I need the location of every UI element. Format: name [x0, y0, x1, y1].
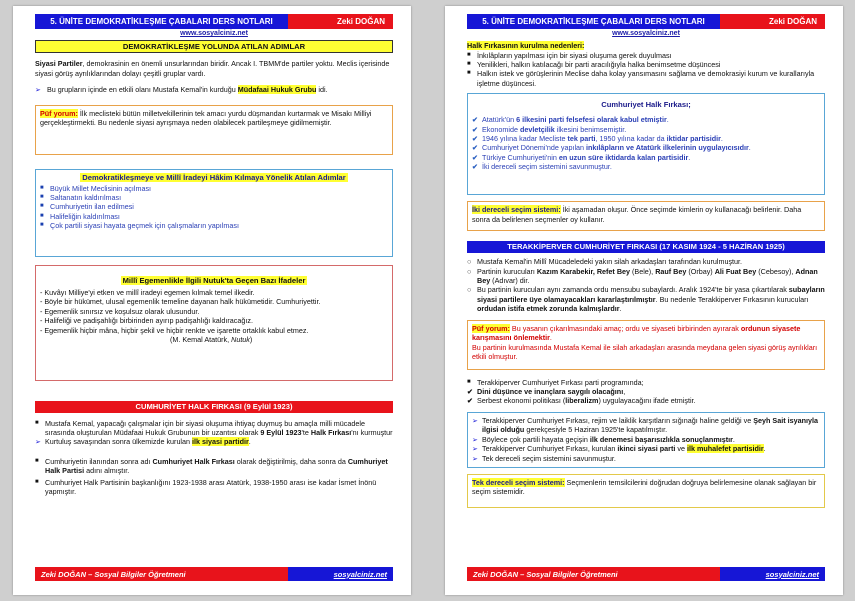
check-icon: ✔ — [467, 396, 474, 406]
list-item: ■ Yenilikleri, halkın katılacağı bir parti aracılığıyla halka benimsetme düşüncesi — [467, 59, 721, 69]
page-header — [35, 14, 393, 29]
tip-box: Püf yorum: İlk meclisteki bütün milletvekillerinin tek amacı yurdu düşmandan kurtarmak ve Misakı Milliyi gerçekleştirmekti. Bu nedenle siyasi ayrışmaya neden olabilecek partileşmeye gidilmemiştir. — [35, 105, 393, 155]
closure-list — [472, 416, 820, 463]
chp-title: CUMHURİYET HALK FIRKASI (9 Eylül 1923) — [35, 401, 393, 413]
nutuk-line: - Egemenlik sınırsız ve koşulsuz olarak ulusundur. — [40, 306, 200, 316]
list-item: ○ Mustafa Kemal'in Millî Mücadeledeki yakın silah arkadaşları tarafından kurulmuştur. — [467, 257, 743, 267]
square-bullet-icon: ■ — [35, 457, 39, 464]
list-item: ■ Cumhuriyet Halk Partisinin başkanlığını 1923-1938 arası Atatürk, 1938-1950 arası ise kadar İsmet İnönü yapmıştır. — [35, 477, 377, 496]
list-item: ■ Cumhuriyetin ilan edilmesi — [40, 202, 134, 212]
site-link[interactable]: www.sosyalciniz.net — [180, 30, 248, 37]
nutuk-line: - Böyle bir hükümet, ulusal egemenlik temeline dayanan halk hükümetidir. Cumhuriyettir. — [40, 297, 321, 306]
square-bullet-icon: ■ — [467, 60, 471, 67]
square-bullet-icon: ■ — [467, 70, 471, 77]
list-item: ➢ Tek dereceli seçim sistemini savunmuştur. — [472, 453, 616, 463]
list-item: ■ Halkın istek ve görüşlerinin Meclise daha kolay yansımasını sağlama ve demokrasiyi kurum ve kurallarıyla işletme düşüncesi. — [467, 69, 815, 88]
tcf-list — [467, 257, 825, 313]
single-stage-box: Tek dereceli seçim sistemi: Seçmenlerin temsilcilerini doğrudan doğruya belirlemesine olanak sağlayan bir seçim sistemidir. — [467, 474, 825, 508]
check-icon: ✔ — [472, 124, 479, 134]
tip-box: Püf yorum: Bu yasanın çıkarılmasındaki amaç; ordu ve siyaseti birbirinden ayırarak ordunun siyasete karışmasını önlemektir. Bu partinin kurulmasında Mustafa Kemal ile silah arkadaşları arasında meydana gelen siyasi görüş ayrılıkları etkili olmuştur. — [467, 320, 825, 370]
check-icon: ✔ — [472, 133, 479, 143]
chf-box — [467, 93, 825, 195]
square-bullet-icon: ■ — [40, 212, 44, 219]
right-page — [445, 6, 843, 595]
program-lead: ■ Terakkiperver Cumhuriyet Fırkası parti programında; — [467, 377, 644, 387]
list-item: ✔ Cumhuriyet Dönemi'nde yapılan inkılâpların ve Atatürk ilkelerinin uygulayıcısıdır. — [472, 143, 751, 153]
left-page — [13, 6, 411, 595]
footer-site-link[interactable]: sosyalciniz.net — [288, 567, 393, 581]
footer-name: Zeki DOĞAN – Sosyal Bilgiler Öğretmeni — [467, 567, 720, 581]
closure-box — [467, 412, 825, 468]
list-item: ■ Halifeliğin kaldırılması — [40, 211, 120, 221]
arrow-icon: ➢ — [35, 437, 42, 447]
square-bullet-icon: ■ — [40, 193, 44, 200]
list-item: ➢ Terakkiperver Cumhuriyet Fırkası, kurulan ikinci siyasi parti ve ilk muhalefet partisidir. — [472, 444, 766, 454]
section-title: DEMOKRATİKLEŞME YOLUNDA ATILAN ADIMLAR — [35, 40, 393, 53]
list-item: ■ Mustafa Kemal, yapacağı çalışmalar için bir siyasi oluşuma ihtiyaç duymuş bu amaçla milli mücadele sırasında oluşturulan Müdafaai Hukuk Grubunun bir uzantısı olarak 9 Eylül 1923'te Halk Fırkası'nı kurmuştur — [35, 418, 393, 437]
list-item: ✔ 1946 yılına kadar Mecliste tek parti, 1950 yılına kadar da iktidar partisidir. — [472, 133, 723, 143]
square-bullet-icon: ■ — [40, 184, 44, 191]
square-bullet-icon: ■ — [35, 478, 39, 485]
footer-site-link[interactable]: sosyalciniz.net — [720, 567, 825, 581]
chf-title: Cumhuriyet Halk Fırkası; — [601, 100, 691, 110]
steps-box — [35, 169, 393, 257]
nutuk-line: - Egemenlik hiçbir mâna, hiçbir şekil ve hiçbir renkte ve işarette ortaklık kabul etmez. — [40, 325, 309, 335]
tcf-title: TERAKKİPERVER CUMHURİYET FIRKASI (17 KASIM 1924 - 5 HAZİRAN 1925) — [467, 241, 825, 253]
check-icon: ✔ — [472, 143, 479, 153]
chp-list — [35, 419, 393, 497]
list-item: ■ Saltanatın kaldırılması — [40, 192, 122, 202]
chf-list — [472, 115, 820, 171]
arrow-icon: ➢ — [35, 85, 42, 94]
nutuk-line: - Kuvâyı Milliye'yi etken ve millî iradeyi egemen kılmak temel ilkedir. — [40, 287, 255, 297]
two-stage-box: İki dereceli seçim sistemi: İki aşamadan oluşur. Önce seçimde kimlerin oy kullanacağı belirlenir. Daha sonra da belirlenen seçmenler oy kullanır. — [467, 201, 825, 231]
arrow-icon: ➢ — [472, 415, 479, 425]
reasons-title: Halk Fırkasının kurulma nedenleri: — [467, 41, 585, 50]
list-item: ■ İnkılâpların yapılması için bir siyasi oluşuma gerek duyulması — [467, 50, 672, 60]
list-item: ✔ İki dereceli seçim sistemini savunmuştur. — [472, 162, 612, 172]
list-item: ✔ Ekonomide devletçilik ilkesini benimsemiştir. — [472, 124, 627, 134]
header-title: 5. ÜNİTE DEMOKRATİKLEŞME ÇABALARI DERS NOTLARI — [467, 14, 720, 29]
square-bullet-icon: ■ — [35, 419, 39, 426]
list-item: ✔ Atatürk'ün 6 ilkesini parti felsefesi olarak kabul etmiştir. — [472, 115, 669, 125]
nutuk-attribution: (M. Kemal Atatürk, Nutuk) — [170, 335, 253, 344]
square-bullet-icon: ■ — [467, 51, 471, 58]
program-list — [467, 387, 825, 406]
reasons-list — [467, 51, 825, 89]
check-icon: ✔ — [472, 162, 479, 172]
list-item: ■ Büyük Millet Meclisinin açılması — [40, 183, 152, 193]
arrow-icon: ➢ — [472, 444, 479, 454]
circle-bullet-icon: ○ — [467, 257, 472, 267]
list-item: ✔ Türkiye Cumhuriyeti'nin en uzun süre iktidarda kalan partisidir. — [472, 152, 691, 162]
square-bullet-icon: ■ — [40, 203, 44, 210]
list-item: ○ Partinin kurucuları Kazım Karabekir, Refet Bey (Bele), Rauf Bey (Orbay) Ali Fuat Bey (Cebesoy), Adnan Bey (Adıvar) dir. — [467, 266, 818, 285]
page-footer — [35, 567, 393, 581]
check-icon: ✔ — [472, 115, 479, 125]
footer-name: Zeki DOĞAN – Sosyal Bilgiler Öğretmeni — [35, 567, 288, 581]
header-author: Zeki DOĞAN — [288, 14, 393, 29]
group-note: ➢ Bu grupların içinde en etkili olanı Mustafa Kemal'in kurduğu Müdafaai Hukuk Grubu idi. — [35, 85, 328, 94]
arrow-icon: ➢ — [472, 453, 479, 463]
steps-title: Demokratikleşmeye ve Millî İradeyi Hâkim Kılmaya Yönelik Atılan Adımlar — [82, 172, 346, 182]
circle-bullet-icon: ○ — [467, 285, 472, 295]
tip-label: Püf yorum: — [40, 108, 78, 118]
list-item: ■ Çok partili siyasi hayata geçmek için çalışmaların yapılması — [40, 221, 239, 231]
nutuk-line: - Halifeliği ve padişahlığı birbirinden ayırıp padişahlığı kaldıracağız. — [40, 316, 253, 325]
list-item: ○ Bu partinin kurucuları aynı zamanda ordu mensubu subaylardı. Aralık 1924'te bir yasa çıkartılarak subayların siyasi partilere üye olamayacakları kararlaştırılmıştır. Bu nedenle Terakkiperver Fırkasının kurucuları ordudan istifa etmek zorunda kalmışlardır. — [467, 285, 825, 314]
list-item: ■ Cumhuriyetin ilanından sonra adı Cumhuriyet Halk Fırkası olarak değiştirilmiş, daha sonra da Cumhuriyet Halk Partisi adını almıştır. — [35, 456, 388, 476]
intro-paragraph: Siyasi Partiler, demokrasinin en önemli unsurlarından biridir. Ancak I. TBMM'de partiler yoktu. Meclis içerisinde siyasi görüş ayrılıklarından dolayı çeşitli gruplar vardı. — [35, 59, 390, 78]
header-author: Zeki DOĞAN — [720, 14, 825, 29]
nutuk-title: Millî Egemenlikle İlgili Nutuk'ta Geçen Bazı İfadeler — [122, 275, 306, 285]
square-bullet-icon: ■ — [40, 222, 44, 229]
arrow-icon: ➢ — [472, 434, 479, 444]
check-icon: ✔ — [467, 387, 474, 397]
square-bullet-icon: ■ — [467, 378, 471, 385]
header-title: 5. ÜNİTE DEMOKRATİKLEŞME ÇABALARI DERS NOTLARI — [35, 14, 288, 29]
steps-list — [40, 184, 388, 231]
list-item: ✔ Dini düşünce ve inançlara saygılı olacağını, — [467, 387, 626, 397]
list-item: ➢ Terakkiperver Cumhuriyet Fırkası, rejim ve laiklik karşıtların sığınağı haline geldiği ve Şeyh Sait isyanıyla ilgisi olduğu gerekçesiyle 5 Haziran 1925'te kapatılmıştır. — [472, 415, 818, 435]
page-footer — [467, 567, 825, 581]
page-header — [467, 14, 825, 29]
list-item: ✔ Serbest ekonomi politikası (liberalizm) uygulayacağını ifade etmiştir. — [467, 396, 696, 406]
check-icon: ✔ — [472, 152, 479, 162]
circle-bullet-icon: ○ — [467, 266, 472, 276]
list-item: ➢ Böylece çok partili hayata geçişin ilk denemesi başarısızlıkla sonuçlanmıştır. — [472, 434, 735, 444]
list-item: ➢ Kurtuluş savaşından sonra ülkemizde kurulan ilk siyasi partidir. — [35, 437, 251, 447]
nutuk-box — [35, 265, 393, 381]
site-link[interactable]: www.sosyalciniz.net — [612, 30, 680, 37]
